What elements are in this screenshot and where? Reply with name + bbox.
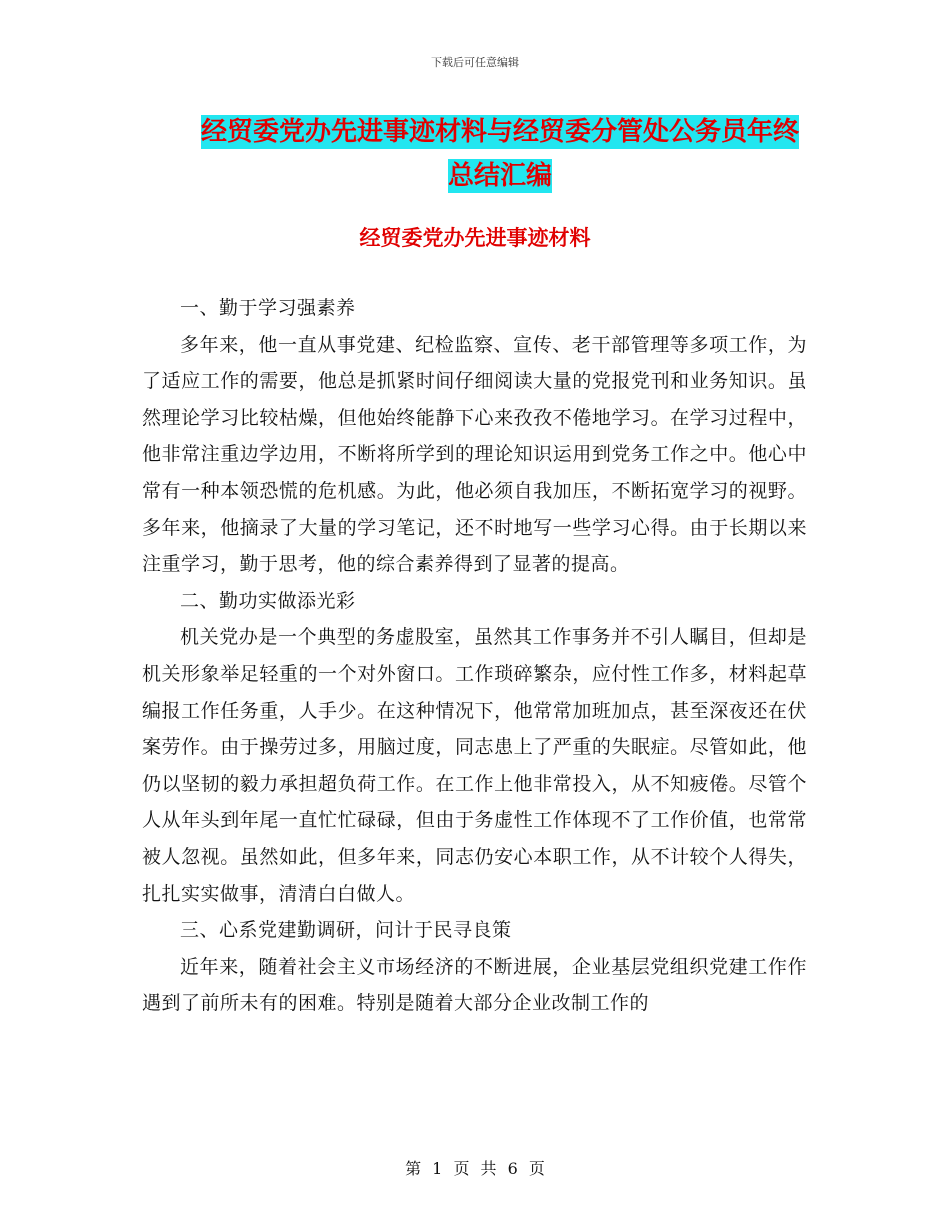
heading-3: 三、心系党建勤调研，问计于民寻良策 <box>180 919 512 942</box>
header-note: 下载后可任意编辑 <box>431 56 519 69</box>
heading-1: 一、勤于学习强素养 <box>180 297 356 319</box>
paragraph-1: 多年来，他一直从事党建、纪检监察、宣传、老干部管理等多项工作，为了适应工作的需要，他总是抓紧时间仔细阅读大量的党报党刊和业务知识。虽然理论学习比较枯燥，但他始终能静下心来孜孜不倦地学习。在学习过程中，他非常注重边学边用，不断将所学到的理论知识运用到党务工作之中。他心中常有一种本领恐慌的危机感。为此，他必须自我加压，不断拓宽学习的视野。多年来，他摘录了大量的学习笔记，还不时地写一些学习心得。由于长期以来注重学习，勤于思考，他的综合素养得到了显著的提高。 <box>142 333 807 576</box>
page-number: 第 1 页 共 6 页 <box>405 1159 545 1178</box>
document-title-line1: 经贸委党办先进事迹材料与经贸委分管处公务员年终 <box>200 117 799 147</box>
paragraph-2: 机关党办是一个典型的务虚股室，虽然其工作事务并不引人瞩目，但却是机关形象举足轻重的一个对外窗口。工作琐碎繁杂，应付性工作多，材料起草编报工作任务重，人手少。在这种情况下，他常常加班加点，甚至深夜还在伏案劳作。由于操劳过多，用脑过度，同志患上了严重的失眠症。尽管如此，他仍以坚韧的毅力承担超负荷工作。在工作上他非常投入，从不知疲倦。尽管个人从年头到年尾一直忙忙碌碌，但由于务虚性工作体现不了工作价值，也常常被人忽视。虽然如此，但多年来，同志仍安心本职工作，从不计较个人得失，扎扎实实做事，清清白白做人。 <box>142 626 807 905</box>
document-title-line2: 总结汇编 <box>447 161 552 191</box>
section-title: 经贸委党办先进事迹材料 <box>359 226 591 250</box>
heading-2: 二、勤功实做添光彩 <box>180 589 356 612</box>
body-text <box>142 290 807 1022</box>
paragraph-3: 近年来，随着社会主义市场经济的不断进展，企业基层党组织党建工作作遇到了前所未有的困难。特别是随着大部分企业改制工作的 <box>142 955 807 1015</box>
document-title <box>150 110 850 198</box>
